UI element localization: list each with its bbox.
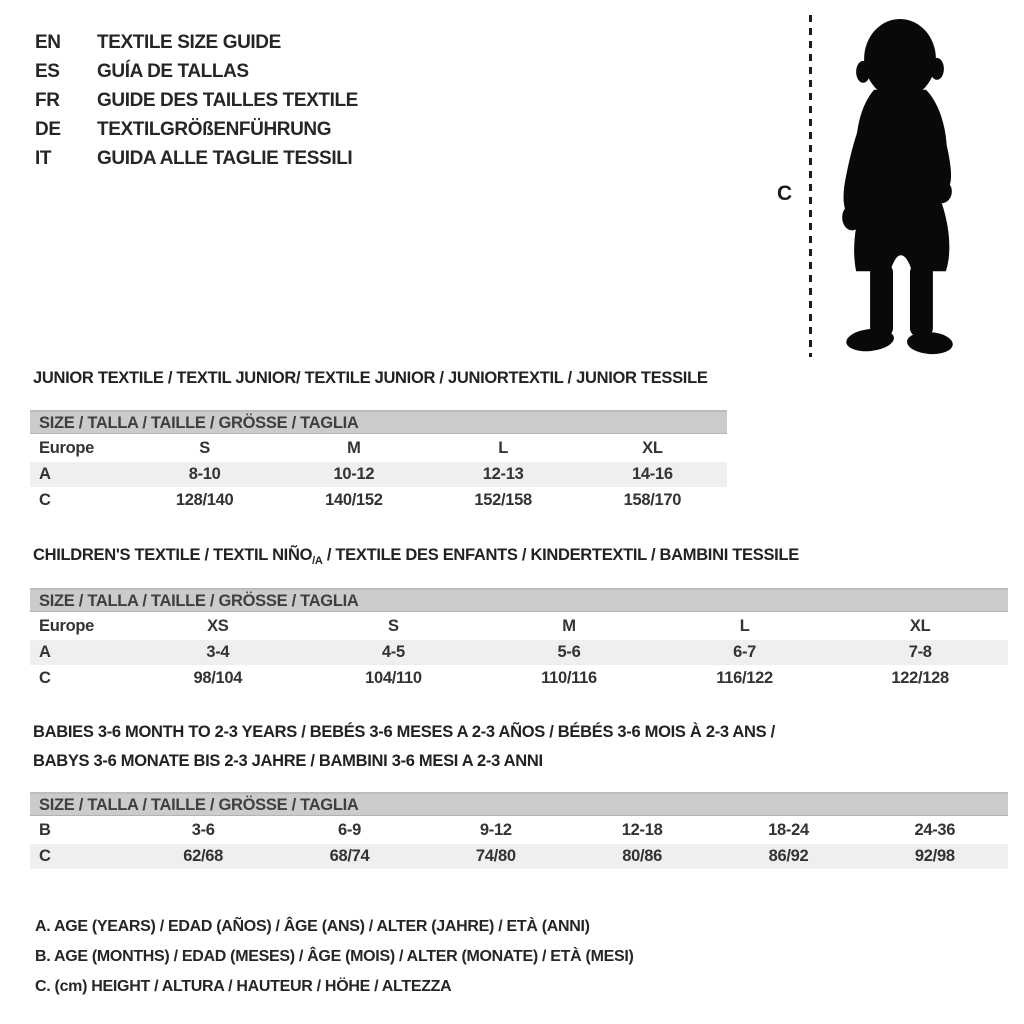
size-cell: 18-24 [768, 821, 809, 839]
row-label: A [39, 643, 51, 661]
children-section-heading [33, 546, 799, 567]
size-cell: L [498, 439, 509, 457]
size-cell: 104/110 [365, 669, 422, 687]
size-cell: 122/128 [891, 669, 949, 687]
children-heading-subscript: /A [312, 555, 323, 567]
size-cell: 12-13 [482, 465, 524, 483]
size-cell: 116/122 [716, 669, 773, 687]
size-cell: 140/152 [325, 491, 383, 509]
size-cell: 14-16 [632, 465, 673, 483]
size-header-bar: SIZE / TALLA / TAILLE / GRÖSSE / TAGLIA [30, 588, 1008, 612]
size-cell: 3-4 [206, 643, 230, 661]
language-row [35, 57, 358, 86]
babies-size-table [30, 792, 1008, 870]
note-b: B. AGE (MONTHS) / EDAD (MESES) / ÂGE (MOIS) / ALTER (MONATE) / ETÀ (MESI) [35, 948, 634, 965]
size-cell: 7-8 [908, 643, 932, 661]
table-row-age-months [30, 818, 1008, 843]
size-cell: 86/92 [768, 847, 809, 865]
table-row-height [30, 488, 727, 513]
table-row-age [30, 462, 727, 487]
junior-section-heading: JUNIOR TEXTILE / TEXTIL JUNIOR/ TEXTILE JUNIOR / JUNIORTEXTIL / JUNIOR TESSILE [33, 369, 708, 387]
table-row-height [30, 666, 1008, 691]
size-cell: XL [909, 617, 931, 635]
table-row-europe [30, 436, 727, 461]
row-label: C [39, 491, 51, 509]
size-cell: 62/68 [183, 847, 224, 865]
size-cell: 5-6 [557, 643, 581, 661]
size-cell: XS [207, 617, 229, 635]
language-code: FR [35, 89, 60, 111]
language-row [35, 144, 358, 173]
size-cell: 152/158 [474, 491, 532, 509]
size-cell: 110/116 [541, 669, 597, 687]
size-cell: M [562, 617, 576, 635]
language-title: TEXTILGRÖßENFÜHRUNG [97, 118, 332, 140]
row-label: Europe [39, 617, 95, 635]
size-cell: 68/74 [329, 847, 370, 865]
size-cell: 80/86 [622, 847, 663, 865]
size-cell: 4-5 [381, 643, 405, 661]
language-code: EN [35, 31, 61, 53]
height-measurement-figure [775, 10, 1005, 362]
language-title: GUIDA ALLE TAGLIE TESSILI [97, 147, 353, 169]
row-label: Europe [39, 439, 95, 457]
size-cell: 92/98 [914, 847, 955, 865]
language-code: DE [35, 118, 61, 140]
children-heading-pre: CHILDREN'S TEXTILE / TEXTIL NIÑO [33, 546, 313, 564]
table-row-europe [30, 614, 1008, 639]
size-header-bar: SIZE / TALLA / TAILLE / GRÖSSE / TAGLIA [30, 792, 1008, 816]
babies-heading-line2: BABYS 3-6 MONATE BIS 2-3 JAHRE / BAMBINI 3-6 MESI A 2-3 ANNI [33, 752, 543, 770]
size-cell: 158/170 [623, 491, 682, 509]
language-title: GUIDE DES TAILLES TEXTILE [97, 89, 358, 111]
row-label: C [39, 669, 51, 687]
row-label: A [39, 465, 51, 483]
language-row [35, 28, 358, 57]
size-cell: 98/104 [193, 669, 243, 687]
size-cell: 9-12 [479, 821, 512, 839]
language-code: IT [35, 147, 52, 169]
size-cell: 12-18 [621, 821, 663, 839]
note-a: A. AGE (YEARS) / EDAD (AÑOS) / ÂGE (ANS) / ALTER (JAHRE) / ETÀ (ANNI) [35, 918, 590, 935]
language-title-block [35, 28, 358, 173]
size-cell: 3-6 [191, 821, 215, 839]
children-size-table [30, 588, 1008, 692]
size-cell: 24-36 [914, 821, 956, 839]
babies-heading-line1: BABIES 3-6 MONTH TO 2-3 YEARS / BEBÉS 3-6 MESES A 2-3 AÑOS / BÉBÉS 3-6 MOIS À 2-3 ANS / [33, 723, 775, 741]
size-cell: 74/80 [475, 847, 516, 865]
language-title: TEXTILE SIZE GUIDE [97, 31, 281, 53]
row-label: C [39, 847, 51, 865]
height-dotted-line [809, 15, 812, 357]
size-cell: 8-10 [188, 465, 221, 483]
legend-notes [35, 912, 634, 1002]
row-label: B [39, 821, 51, 839]
size-header-bar: SIZE / TALLA / TAILLE / GRÖSSE / TAGLIA [30, 410, 727, 434]
size-cell: 10-12 [333, 465, 375, 483]
language-row [35, 115, 358, 144]
table-row-age [30, 640, 1008, 665]
measure-label-c: C [777, 182, 793, 205]
junior-size-table [30, 410, 727, 514]
language-row [35, 86, 358, 115]
note-c: C. (cm) HEIGHT / ALTURA / HAUTEUR / HÖHE / ALTEZZA [35, 978, 452, 995]
size-cell: M [347, 439, 361, 457]
size-cell: XL [642, 439, 663, 457]
size-cell: L [739, 617, 750, 635]
size-cell: 128/140 [175, 491, 234, 509]
size-cell: 6-7 [733, 643, 757, 661]
language-title: GUÍA DE TALLAS [97, 60, 249, 82]
size-cell: 6-9 [338, 821, 361, 839]
size-cell: S [388, 617, 399, 635]
babies-section-heading [33, 718, 775, 776]
size-cell: S [199, 439, 210, 457]
language-code: ES [35, 60, 60, 82]
table-row-height [30, 844, 1008, 869]
toddler-silhouette-icon [825, 14, 977, 358]
children-heading-post: / TEXTILE DES ENFANTS / KINDERTEXTIL / BAMBINI TESSILE [322, 546, 799, 564]
